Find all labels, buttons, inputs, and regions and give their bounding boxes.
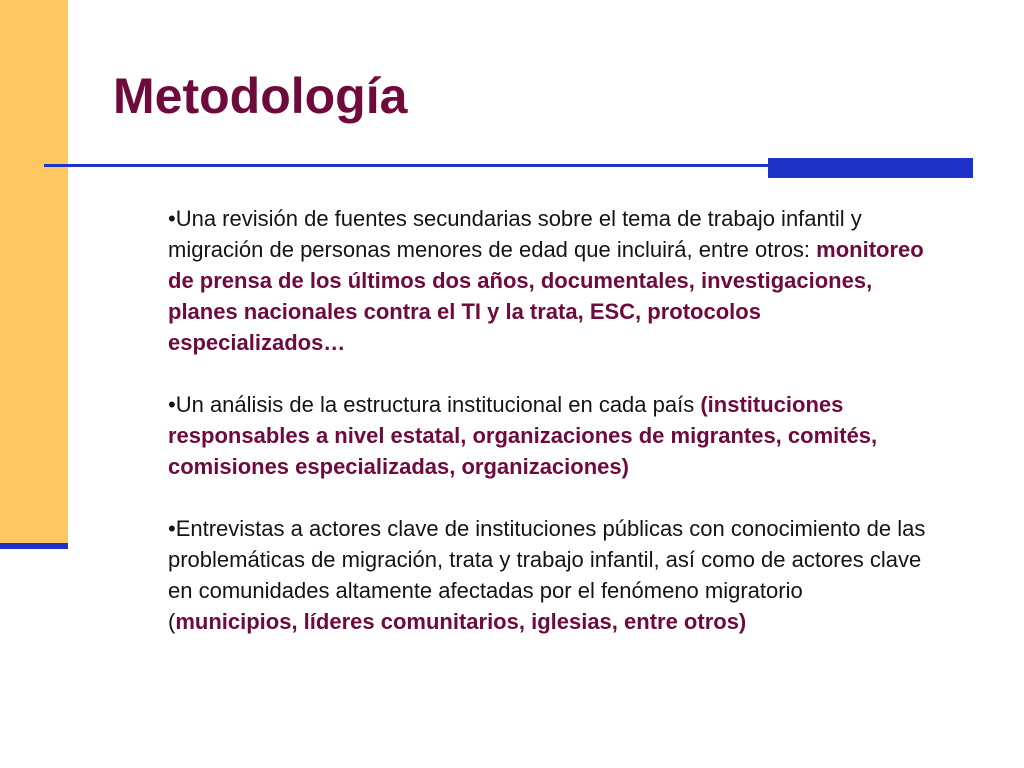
bullet-highlight-text: (instituciones responsables a nivel estatal, organizaciones de migrantes, comités, comisiones especializadas, organizaciones)	[168, 392, 878, 479]
slide-body	[168, 203, 928, 637]
bullet-text: •Una revisión de fuentes secundarias sobre el tema de trabajo infantil y migración de personas menores de edad que incluirá, entre otros:	[168, 206, 862, 262]
side-bar-accent-line	[0, 543, 68, 549]
bullet-item-interviews	[168, 513, 928, 637]
title-underline-accent-block	[768, 158, 973, 178]
bullet-highlight-text: municipios, líderes comunitarios, iglesias, entre otros)	[175, 609, 747, 634]
bullet-text: •Entrevistas a actores clave de instituciones públicas con conocimiento de las problemáticas de migración, trata y trabajo infantil, así como de actores clave en comunidades altamente afectadas por el fenómeno migratorio (	[168, 516, 926, 634]
title-underline-rule	[44, 164, 774, 167]
bullet-item-institutional-analysis	[168, 389, 928, 482]
bullet-item-secondary-sources	[168, 203, 928, 358]
decorative-side-bar	[0, 0, 68, 545]
bullet-highlight-text: monitoreo de prensa de los últimos dos años, documentales, investigaciones, planes nacionales contra el TI y la trata, ESC, protocolos especializados…	[168, 237, 924, 355]
bullet-text: •Un análisis de la estructura institucional en cada país	[168, 392, 701, 417]
slide-title: Metodología	[113, 68, 408, 124]
